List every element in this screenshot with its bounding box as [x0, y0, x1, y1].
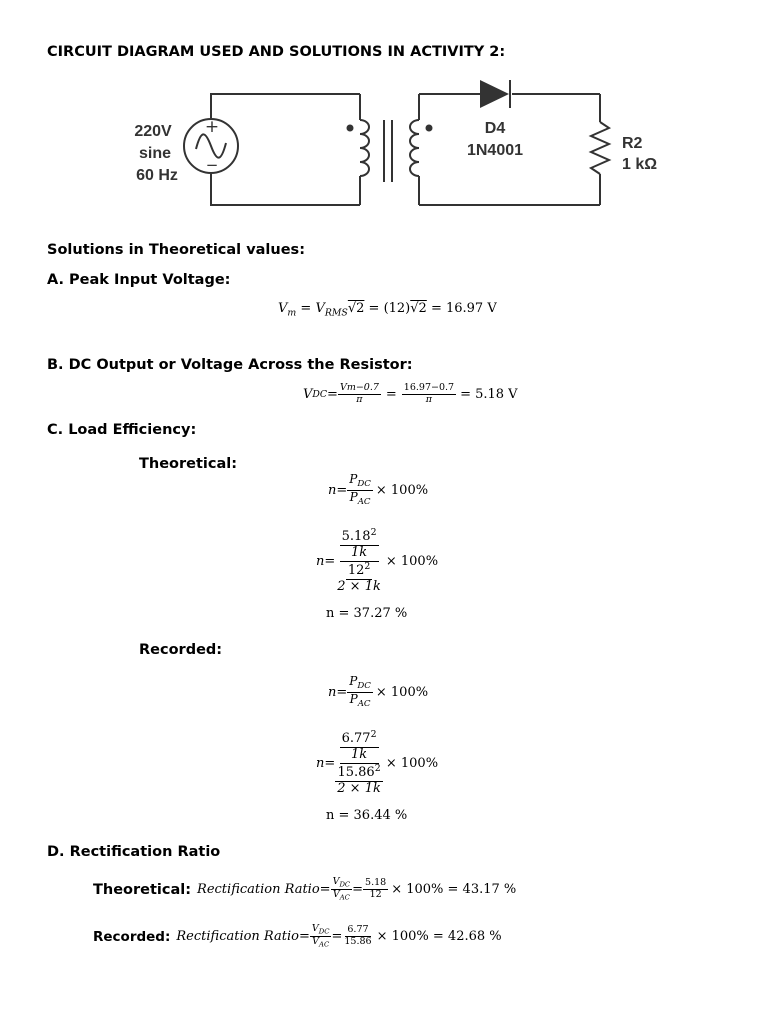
eq-sqrt2-b: √2: [410, 301, 427, 316]
rec-num: 6.77: [347, 924, 369, 936]
efficiency-formula-recorded: [328, 675, 428, 710]
efficiency-substituted-recorded: [316, 730, 438, 797]
vdc-symbol: V: [311, 923, 319, 934]
primary-dot-marker: [347, 125, 354, 132]
page-title: CIRCUIT DIAGRAM USED AND SOLUTIONS IN ACTIVITY 2:: [47, 44, 506, 60]
theo-num: 5.18: [365, 877, 387, 889]
solutions-heading: Solutions in Theoretical values:: [47, 242, 305, 258]
rr-recorded-label: Recorded:: [93, 928, 171, 945]
secondary-coil-icon: [410, 120, 419, 176]
source-frequency-label: 60 Hz: [136, 167, 178, 184]
numerator-fraction: [340, 730, 379, 763]
rr-recorded-result: × 100% = 42.68 %: [376, 929, 502, 945]
vdc-sub: DC: [318, 927, 330, 936]
theo-values-fraction: [363, 878, 388, 901]
denominator-fraction: [335, 764, 383, 797]
recorded-efficiency-result: n = 36.44 %: [326, 808, 408, 823]
eq-equals: =: [296, 301, 316, 316]
resistor-name-label: R2: [622, 135, 643, 152]
theo-num-top: 5.18: [341, 529, 371, 545]
pdc-symbol: P: [349, 472, 358, 486]
two-one-k: 2 × 1k: [337, 579, 381, 595]
vdc-fraction-2-den: π: [425, 393, 433, 405]
efficiency-formula-theoretical: [328, 473, 428, 508]
pac-symbol: P: [349, 489, 358, 504]
vdc-vac-fraction: [331, 877, 353, 903]
equals-sign: =: [324, 554, 336, 570]
section-d-title: D. Rectification Ratio: [47, 844, 221, 860]
resistor-value-label: 1 kΩ: [622, 156, 658, 173]
two-one-k: 2 × 1k: [337, 781, 381, 797]
section-c-title: C. Load Efficiency:: [47, 422, 197, 438]
rectification-recorded-equation: Recorded: Rectification Ratio = $\frac{V_{DC}}{V_{AC}}$ = $\frac{6.77}{15.86}$ × 100% = 42.68 %: [93, 923, 502, 949]
n-symbol: n: [316, 554, 325, 570]
vdc-sub: DC: [339, 880, 351, 889]
theo-den-top: 12: [347, 563, 365, 579]
eq-sqrt2-a: √2: [347, 301, 365, 316]
primary-top-wire: [211, 94, 360, 118]
rec-num-top: 6.77: [341, 731, 371, 747]
pdc-sub: DC: [357, 479, 371, 490]
eq-result: = 16.97 V: [426, 301, 497, 316]
eq-mid: = (12): [364, 301, 411, 316]
times-100: × 100%: [375, 684, 429, 700]
minus-sign: −: [205, 156, 219, 174]
times-100: × 100%: [375, 482, 429, 498]
resistor-icon: [591, 122, 609, 174]
eq-vrms-sub: RMS: [324, 307, 348, 319]
dc-output-equation: V DC = $\frac{Vm-0.7}{\pi}$ = $\frac{16.97-0.7}{\pi}$ = 5.18 V: [303, 382, 518, 405]
primary-bottom-wire: [211, 174, 360, 205]
circuit-diagram: [0, 70, 768, 220]
equals-sign: =: [336, 482, 348, 498]
vdc-fraction-1-num: Vm−0.7: [339, 382, 379, 393]
times-100: × 100%: [385, 756, 439, 772]
times-100: × 100%: [385, 554, 439, 570]
primary-coil-icon: [360, 120, 369, 176]
vac-symbol: V: [332, 889, 340, 901]
source-voltage-label: 220V: [134, 123, 172, 140]
eq-vm-sub: m: [287, 307, 297, 319]
section-a-title: A. Peak Input Voltage:: [47, 272, 231, 288]
theo-den: 12: [369, 889, 382, 901]
recorded-label: Recorded:: [139, 642, 223, 658]
vdc-symbol: V: [303, 386, 313, 402]
square: 2: [374, 763, 381, 775]
square: 2: [370, 729, 377, 740]
plus-sign: +: [204, 117, 220, 137]
source-type-label: sine: [138, 145, 172, 162]
equals-sign: =: [298, 929, 310, 945]
vac-sub: AC: [319, 940, 330, 949]
pac-sub: AC: [357, 496, 371, 507]
denominator-fraction: [335, 562, 383, 595]
vdc-fraction-2-num: 16.97−0.7: [403, 382, 455, 393]
rr-text: Rectification Ratio: [176, 929, 299, 945]
vdc-sub: DC: [312, 388, 328, 400]
equals-sign: =: [336, 684, 348, 700]
rec-den-top: 15.86: [337, 765, 375, 781]
compound-fraction: [335, 528, 383, 595]
n-symbol: n: [316, 756, 325, 772]
vac-sub: AC: [339, 893, 350, 902]
rr-text: Rectification Ratio: [197, 882, 320, 898]
pdc-sub: DC: [357, 681, 371, 692]
theoretical-label: Theoretical:: [139, 456, 238, 472]
vdc-result: = 5.18 V: [460, 386, 518, 402]
section-b-title: B. DC Output or Voltage Across the Resistor:: [47, 357, 413, 373]
rec-values-fraction: [342, 925, 373, 948]
equals-sign: =: [319, 882, 331, 898]
rr-theoretical-label: Theoretical:: [93, 881, 192, 898]
secondary-dot-marker: [426, 125, 433, 132]
rr-theoretical-result: × 100% = 43.17 %: [391, 882, 517, 898]
eq-vrms: V: [315, 301, 325, 316]
square: 2: [370, 527, 377, 538]
pac-symbol: P: [349, 691, 358, 706]
one-k: 1k: [350, 545, 368, 561]
n-symbol: n: [328, 482, 337, 498]
vdc-symbol: V: [332, 876, 340, 887]
equals-sign: =: [324, 756, 336, 772]
eq-vm: V: [278, 301, 288, 316]
diode-part-label: 1N4001: [466, 142, 524, 159]
theoretical-efficiency-result: n = 37.27 %: [326, 606, 408, 621]
peak-voltage-equation: [278, 301, 497, 318]
pdc-pac-fraction: [347, 675, 373, 710]
vac-symbol: V: [312, 936, 320, 948]
numerator-fraction: [340, 528, 379, 561]
pdc-symbol: P: [349, 674, 358, 688]
rectification-theoretical-equation: Theoretical: Rectification Ratio = $\frac{V_{DC}}{V_{AC}}$ = $\frac{5.18}{12}$ × 100% = 43.17 %: [93, 876, 517, 902]
diode-name-label: D4: [484, 120, 506, 137]
n-symbol: n: [328, 684, 337, 700]
sine-wave-icon: [196, 134, 226, 157]
vdc-fraction-1: [338, 383, 381, 406]
one-k: 1k: [350, 747, 368, 763]
vdc-vac-fraction: [310, 924, 332, 950]
rec-den: 15.86: [344, 936, 372, 948]
pdc-pac-fraction: [347, 473, 373, 508]
efficiency-substituted-theoretical: [316, 528, 438, 595]
pac-sub: AC: [357, 698, 371, 709]
vdc-fraction-2: [402, 383, 456, 406]
square: 2: [364, 561, 371, 573]
vdc-fraction-1-den: π: [356, 393, 363, 405]
compound-fraction: [335, 730, 383, 797]
diode-icon: [480, 80, 509, 108]
